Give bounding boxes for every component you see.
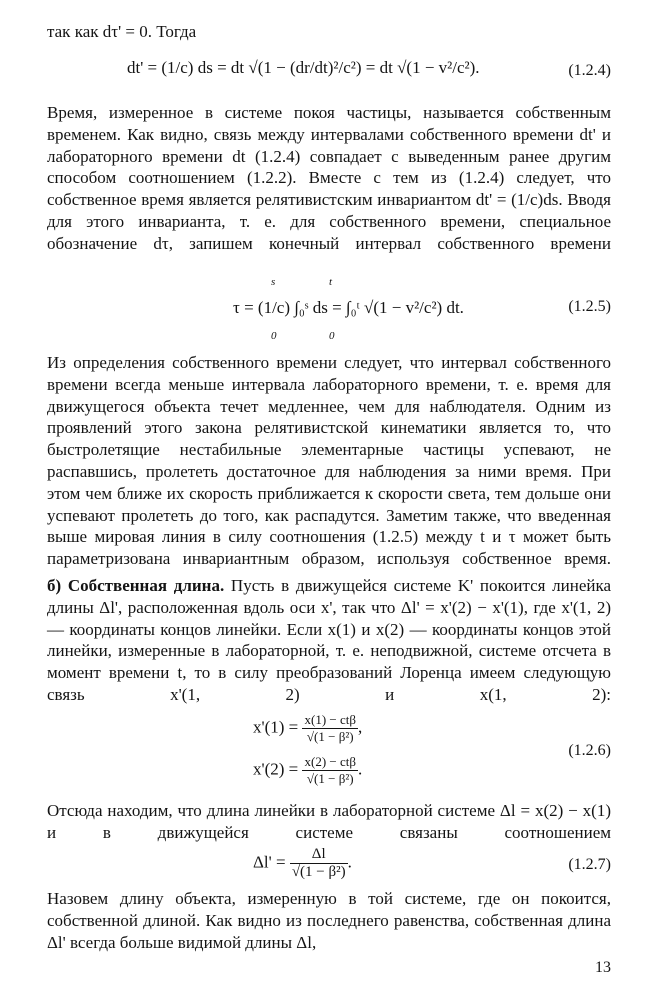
equation-1-2-6-line-1-numerator: x(1) − ctβ	[304, 712, 356, 727]
equation-1-2-6-line-1-tail: ,	[357, 717, 363, 737]
equation-1-2-7-tail: .	[347, 852, 352, 872]
equation-1-2-7	[47, 846, 611, 890]
equation-1-2-5	[47, 276, 611, 342]
equation-1-2-6-line-2	[253, 754, 362, 787]
paragraph-definition: Назовем длину объекта, измеренную в той системе, где он покоится, собственной длиной. Как видно из последнего равенства, собственная длина Δl' всегда больше видимой длины Δl,	[47, 889, 611, 952]
paragraph-proper-length-text: Пусть в движущейся системе K' покоится линейка длины Δl', расположенная вдоль оси x', так что Δl' = x'(2) − x'(1), где x'(1, 2) — координаты концов линейки. Если x(1) и x(2) — координаты концов этой линейки, измеренные в лабораторной, т. е. неподвижной, системе отсчета в момент времени t, то в силу преобразований Лоренца имеем следующую связь x'(1, 2) и x(1, 2):	[47, 576, 612, 704]
integral-1-lower-limit: 0	[271, 330, 277, 342]
equation-1-2-6	[47, 712, 611, 796]
equation-1-2-7-number: (1.2.7)	[568, 856, 611, 873]
paragraph-proper-length	[47, 575, 611, 706]
equation-1-2-5-formula: τ = (1/c) ∫₀ˢ ds = ∫₀ᵗ √(1 − v²/c²) dt.	[233, 298, 464, 317]
equation-1-2-7-denominator: √(1 − β²)	[291, 864, 346, 880]
equation-1-2-4-formula: dt' = (1/c) ds = dt √(1 − (dr/dt)²/c²) = dt √(1 − v²/c²).	[127, 58, 480, 77]
equation-1-2-6-number: (1.2.6)	[568, 742, 611, 759]
equation-1-2-6-line-1-lhs: x'(1) =	[253, 717, 299, 737]
equation-1-2-5-number: (1.2.5)	[568, 298, 611, 315]
equation-1-2-7-numerator: Δl	[290, 846, 348, 864]
equation-1-2-4-number: (1.2.4)	[568, 62, 611, 79]
equation-1-2-6-line-1-denominator: √(1 − β²)	[306, 729, 354, 744]
equation-1-2-7-body	[253, 846, 352, 881]
section-heading: б) Собственная длина.	[47, 576, 225, 595]
paragraph-consequence: Из определения собственного времени следует, что интервал собственного времени всегда меньше интервала лабораторного времени, т. е. время для движущегося объекта течет медленнее, чем для наблюдателя. Одним из проявлений этого закона релятивистской кинематики является то, что быстролетящие нестабильные элементарные частицы успевают, не распавшись, пролететь достаточное для наблюдения за ними время. При этом чем ближе их скорость приближается к скорости света, тем дольше они успевают пролететь до того, как распадутся. Заметим также, что введенная выше мировая линия в силу соотношения (1.2.5) между t и τ может быть параметризована инвариантным образом, используя собственное время.	[47, 353, 611, 569]
page-number: 13	[595, 959, 611, 976]
equation-1-2-7-lhs: Δl' =	[253, 852, 286, 872]
paragraph-proper-time: Время, измеренное в системе покоя частицы, называется собственным временем. Как видно, связь между интервалами собственного времени dt' и лабораторного времени dt (1.2.4) совпадает с выведенным ранее другим способом соотношением (1.2.2). Вместе с тем из (1.2.4) следует, что собственное время является релятивистским инвариантом dt' = (1/c)ds. Вводя для этого инварианта, т. е. для собственного времени, специальное обозначение dτ, запишем конечный интервал собственного времени	[47, 103, 611, 253]
equation-1-2-4	[47, 52, 611, 90]
equation-1-2-6-line-2-numerator: x(2) − ctβ	[304, 754, 356, 769]
equation-1-2-6-line-1	[253, 712, 362, 745]
paragraph-length-relation: Отсюда находим, что длина линейки в лабораторной системе Δl = x(2) − x(1) и в движущейся системе связаны соотношением	[47, 801, 611, 842]
integral-2-upper-limit: t	[329, 276, 333, 288]
equation-1-2-6-line-2-lhs: x'(2) =	[253, 759, 299, 779]
equation-1-2-6-line-2-tail: .	[357, 759, 363, 779]
intro-line: так как dτ' = 0. Тогда	[47, 22, 197, 41]
integral-1-upper-limit: s	[271, 276, 276, 288]
integral-2-lower-limit: 0	[329, 330, 335, 342]
equation-1-2-6-line-2-denominator: √(1 − β²)	[306, 771, 354, 786]
